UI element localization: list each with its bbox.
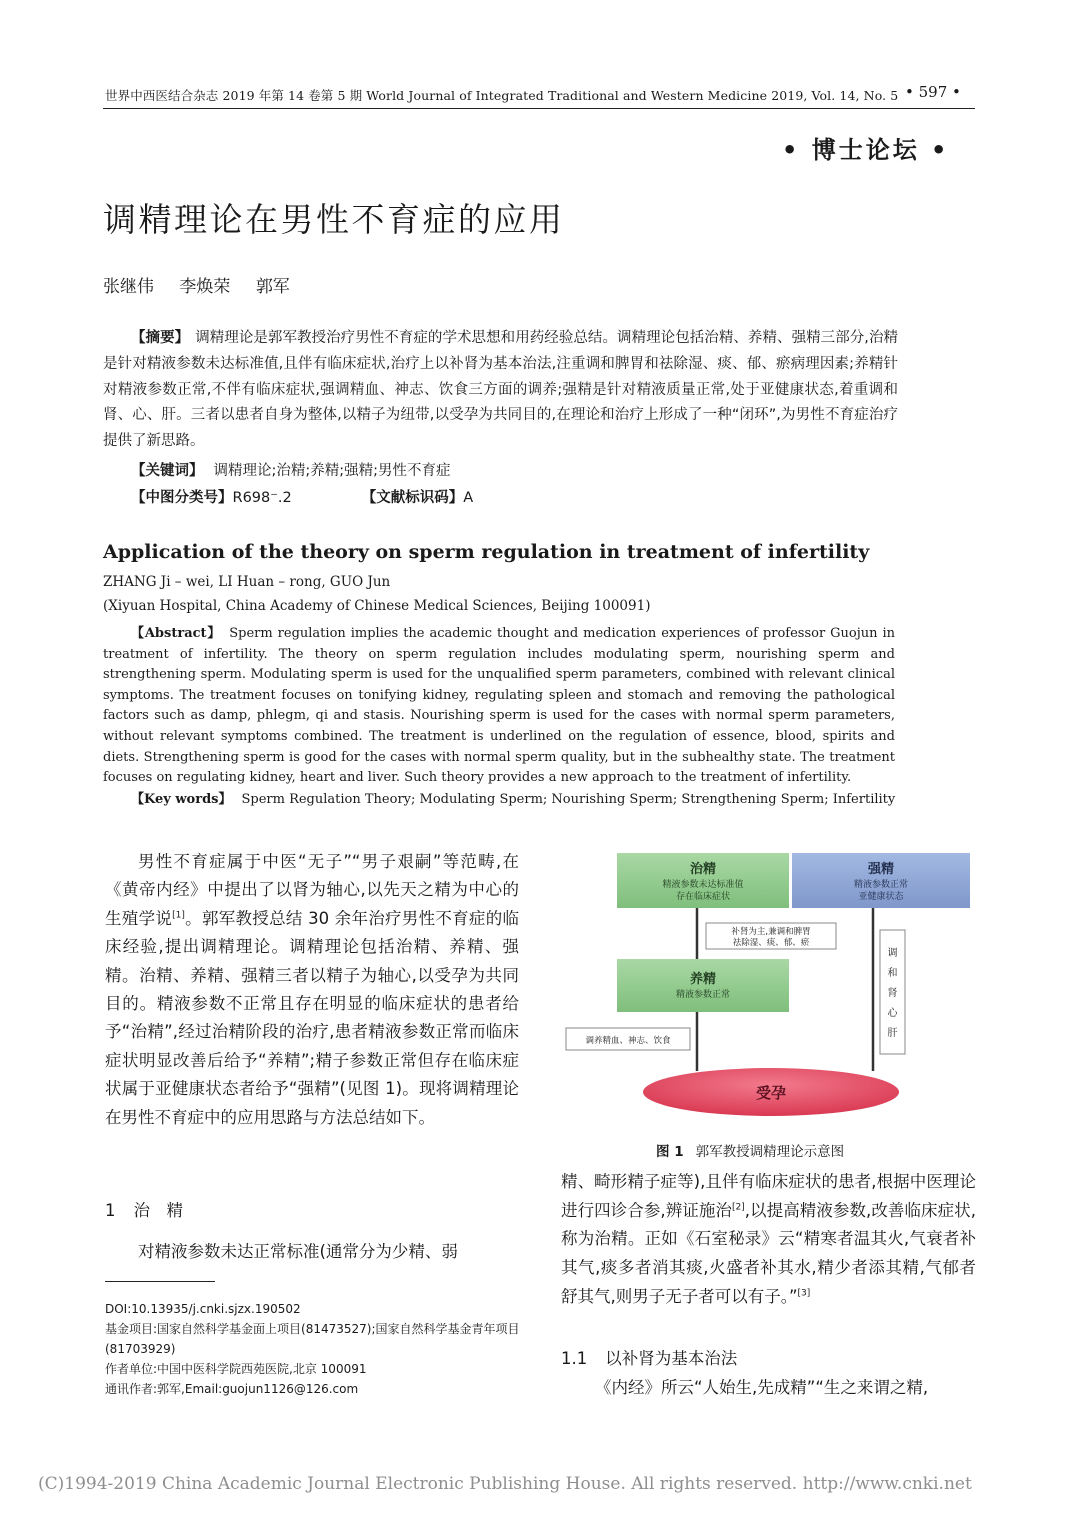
subsection-1-1-number: 1.1 [561, 1349, 588, 1368]
section-1-paragraph [561, 1168, 976, 1312]
box-strengthening-sperm-title: 强精 [867, 862, 895, 877]
english-title: Application of the theory on sperm regulation in treatment of infertility [103, 541, 870, 563]
article-title: 调精理论在男性不育症的应用 [103, 200, 565, 239]
author-2: 李焕荣 [179, 277, 231, 297]
doc-code-label: 【文献标识码】 [361, 490, 464, 506]
subsection-1-1-title: 以补肾为基本治法 [605, 1349, 738, 1368]
abstract-en [103, 624, 895, 789]
footnote-correspondence: 通讯作者:郭军,Email:guojun1126@126.com [105, 1382, 359, 1396]
body-left-column [105, 848, 519, 1132]
section-1-title: 治 精 [133, 1201, 183, 1220]
figure-1-caption-text: 郭军教授调精理论示意图 [695, 1144, 845, 1160]
keywords-cn-label: 【关键词】 [131, 463, 204, 479]
footnote-affiliation: 作者单位:中国中医科学院西苑医院,北京 100091 [105, 1362, 367, 1376]
citation-1[interactable]: [1] [172, 910, 185, 921]
abstract-en-text: Sperm regulation implies the academic thought and medication experiences of professor Guojun in treatment of infertility. The theory on sperm regulation includes modulating sperm, nourishing sperm and strengthening sperm. Modulating sperm is used for the unqualified sperm parameters, combined with relevant clinical symptoms. The treatment focuses on tonifying kidney, regulating spleen and stomach and removing the pathological factors such as damp, phlegm, qi and stasis. Nourishing sperm is used for the cases with normal sperm parameters, without relevant symptoms combined. The treatment is underlined on the regulation of essence, blood, spirits and diets. Strengthening sperm is good for the cases with normal sperm quality, but in the subhealthy state. The treatment focuses on regulating kidney, heart and liver. Such theory provides a new approach to the treatment of infertility. [103, 626, 896, 786]
intro-text-a: 男性不育症属于中医“无子”“男子艰嗣”等范畴,在《黄帝内经》中提出了以肾为轴心,以先天之精为中心的生殖学说 [105, 852, 519, 928]
side-label-char-1: 调 [887, 948, 898, 959]
footnotes [105, 1299, 530, 1399]
section-1-text: 对精液参数未达正常标准(通常分为少精、弱 [138, 1242, 458, 1261]
box-strengthening-sperm-line1: 精液参数正常 [853, 880, 909, 890]
header-rule [103, 108, 975, 109]
classification-line [131, 486, 473, 507]
keywords-en [131, 788, 895, 807]
doc-code-value: A [463, 490, 474, 506]
clc-label: 【中图分类号】 [131, 490, 233, 506]
note-nourish-essence-text: 调养精血、神志、饮食 [585, 1036, 671, 1046]
intro-text-b: 。郭军教授总结 30 余年治疗男性不育症的临床经验,提出调精理论。调精理论包括治精、养精、强精。治精、养精、强精三者以精子为轴心,以受孕为共同目的。精液参数不正常且存在明显的临床症状的患者给予“治精”,经过治精阶段的治疗,患者精液参数正常而临床症状明显改善后给予“养精”;精子参数正常但存在临床症状属于亚健康状态者给予“强精”(见图 1)。现将调精理论在男性不育症中的应用思路与方法总结如下。 [105, 908, 519, 1127]
figure-1-caption [656, 1140, 844, 1160]
side-label-char-5: 肝 [887, 1028, 898, 1039]
section-1-text-b: ,以提高精液参数,改善临床症状,称为治精。正如《石室秘录》云“精寒者温其火,气衰者补其气,痰多者消其痰,火盛者补其水,精少者添其精,气郁者舒其气,则男子无子者可以有子。” [561, 1200, 976, 1306]
intro-paragraph [105, 848, 519, 1132]
footnote-rule [105, 1281, 215, 1282]
subsection-1-1-heading [561, 1345, 737, 1369]
side-label-char-4: 心 [887, 1008, 898, 1019]
body-right-column [561, 1168, 976, 1312]
citation-2[interactable]: [2] [732, 1202, 745, 1213]
footnote-funding: 基金项目:国家自然科学基金面上项目(81473527);国家自然科学基金青年项目(81703929) [105, 1322, 520, 1356]
subsection-1-1-text: 《内经》所云“人始生,先成精”“生之来谓之精, [595, 1378, 929, 1397]
author-3: 郭军 [255, 277, 290, 297]
note-tonify-kidney-line1: 补肾为主,兼调和脾胃 [731, 927, 811, 937]
box-modulating-sperm-line1: 精液参数未达标准值 [662, 880, 744, 890]
keywords-en-text: Sperm Regulation Theory; Modulating Sperm; Nourishing Sperm; Strengthening Sperm; Infertility [241, 792, 896, 807]
abstract-cn [103, 326, 898, 455]
abstract-en-label: 【Abstract】 [131, 626, 222, 641]
section-1-number: 1 [105, 1201, 116, 1220]
box-modulating-sperm-title: 治精 [689, 862, 717, 877]
column-label: • 博士论坛 • [782, 136, 950, 164]
box-modulating-sperm-line2: 存在临床症状 [675, 892, 731, 902]
figure-1-diagram [561, 846, 981, 1121]
copyright-footer: (C)1994-2019 China Academic Journal Electronic Publishing House. All rights reserved. http://www.cnki.net [38, 1474, 972, 1494]
english-affiliation: (Xiyuan Hospital, China Academy of Chinese Medical Sciences, Beijing 100091) [103, 598, 651, 614]
abstract-cn-label: 【摘要】 [131, 330, 190, 346]
section-1-heading [105, 1197, 183, 1221]
side-label-char-2: 和 [887, 968, 898, 979]
figure-1-number: 图 1 [656, 1144, 684, 1160]
keywords-cn [131, 459, 451, 480]
footnote-doi: DOI:10.13935/j.cnki.sjzx.190502 [105, 1302, 301, 1316]
box-nourishing-sperm-title: 养精 [689, 972, 717, 987]
citation-3[interactable]: [3] [797, 1288, 811, 1299]
page-number: • 597 • [905, 83, 961, 101]
clc-value: R698⁻.2 [232, 490, 292, 506]
section-1-text-a: 精、畸形精子症等),且伴有临床症状的患者,根据中医理论进行四诊合参,辨证施治 [561, 1172, 976, 1220]
keywords-cn-text: 调精理论;治精;养精;强精;男性不育症 [213, 463, 451, 479]
pregnancy-ellipse-label: 受孕 [755, 1084, 787, 1102]
author-list [103, 272, 310, 297]
running-header: 世界中西医结合杂志 2019 年第 14 卷第 5 期 World Journal of Integrated Traditional and Western Medicine 2019, Vol. 14, No. 5 [105, 88, 899, 103]
side-label-char-3: 肾 [887, 988, 898, 999]
english-authors: ZHANG Ji – wei, LI Huan – rong, GUO Jun [103, 574, 391, 590]
abstract-cn-text: 调精理论是郭军教授治疗男性不育症的学术思想和用药经验总结。调精理论包括治精、养精、强精三部分,治精是针对精液参数未达标准值,且伴有临床症状,治疗上以补肾为基本治法,注重调和脾胃和祛除湿、痰、郁、瘀病理因素;养精针对精液参数正常,不伴有临床症状,强调精血、神志、饮食三方面的调养;强精是针对精液质量正常,处于亚健康状态,着重调和肾、心、肝。三者以患者自身为整体,以精子为纽带,以受孕为共同目的,在理论和治疗上形成了一种“闭环”,为男性不育症治疗提供了新思路。 [103, 330, 898, 450]
box-strengthening-sperm-line2: 亚健康状态 [858, 892, 904, 902]
author-1: 张继伟 [103, 277, 154, 297]
note-tonify-kidney-line2: 祛除湿、痰、郁、瘀 [732, 938, 810, 948]
box-nourishing-sperm-line1: 精液参数正常 [675, 990, 731, 1000]
keywords-en-label: 【Key words】 [131, 792, 232, 807]
